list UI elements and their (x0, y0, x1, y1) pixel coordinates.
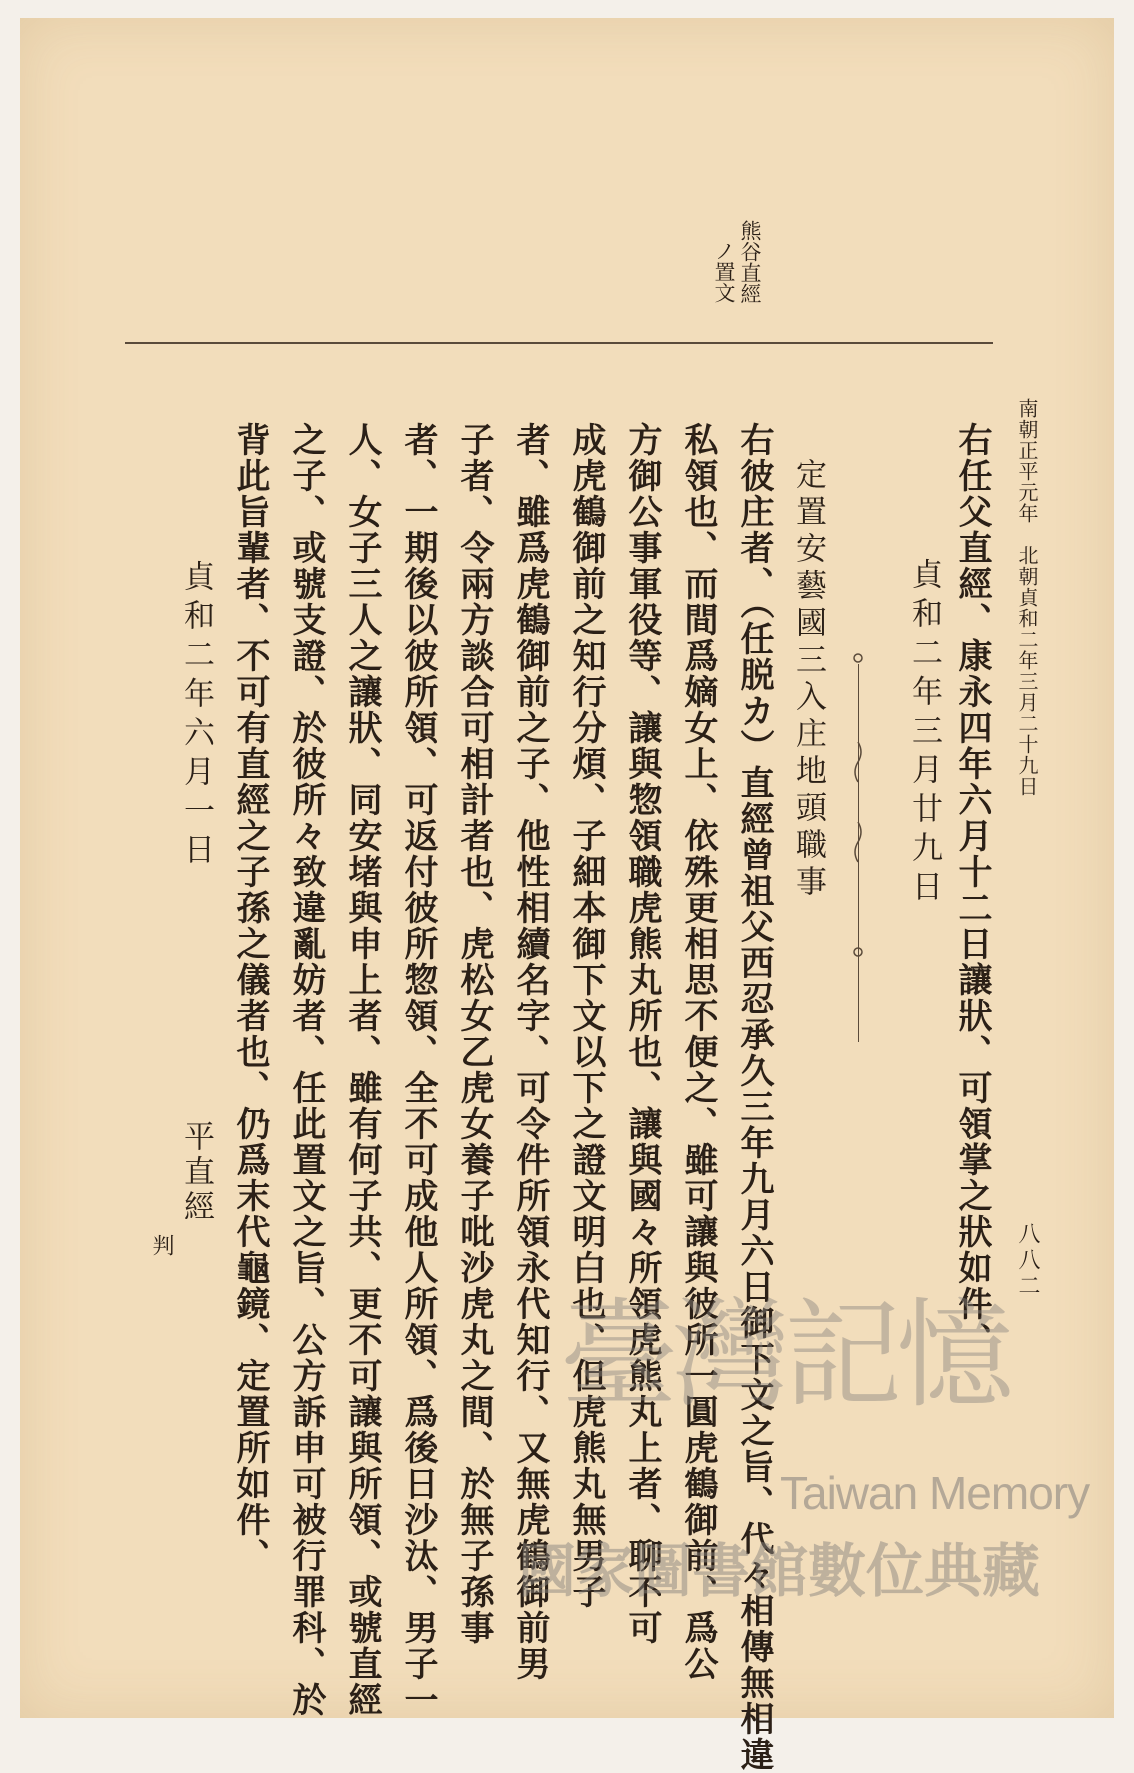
document2-line: 子者、令兩方談合可相計者也、虎松女乙虎女養子吡沙虎丸之間、於無子孫事 (454, 422, 494, 1646)
document2-line: 之子、或號支證、於彼所々致違亂妨者、任此置文之旨、公方訴申可被行罪科、於 (286, 422, 326, 1718)
watermark-english: Taiwan Memory (780, 1467, 1090, 1519)
document2-line: 成虎鶴御前之知行分煩、子細本御下文以下之證文明白也、但虎熊丸無男子 (566, 422, 606, 1610)
watermark-calligraphy: 臺灣記憶 (560, 1286, 1009, 1424)
document2-line: 者、一期後以彼所領、可返付彼所惣領、全不可成他人所領、爲後日沙汰、男子一 (398, 422, 438, 1718)
document2-heading: 定置安藝國三入庄地頭職事 (790, 458, 826, 902)
seal-note: 判 (149, 1234, 174, 1256)
document1-text: 右任父直經、康永四年六月十二日讓狀、可領掌之狀如件、 (952, 422, 992, 1358)
side-title-line1: 熊谷直經 (738, 220, 762, 304)
page-header: 南朝正平元年 北朝貞和二年三月二十九日 (1015, 398, 1039, 797)
document2-line: 右彼庄者、（任脱カ）直經曾祖父西忍承久三年九月六日御下文之旨、代々相傳無相違 (734, 422, 774, 1773)
watermark-chinese: 國家圖書館數位典藏 (518, 1539, 1041, 1604)
document2-signer: 平直經 (178, 1120, 214, 1225)
document2-line: 人、女子三人之讓狀、同安堵與申上者、雖有何子共、更不可讓與所領、或號直經 (342, 422, 382, 1718)
document2-line: 背此旨輩者、不可有直經之子孫之儀者也、仍爲末代龜鏡、定置所如件、 (230, 422, 270, 1574)
document2-line: 私領也、而間爲嫡女上、依殊更相思不便之、雖可讓與彼所一圓虎鶴御前、爲公 (678, 422, 718, 1682)
document1-date: 貞和二年三月廿九日 (906, 558, 942, 909)
header-divider (125, 342, 993, 344)
page-number: 八八二 (1015, 1222, 1040, 1300)
bracket-ornament (851, 652, 865, 1042)
document2-date: 貞和二年六月一日 (178, 560, 214, 872)
side-title-line2: ノ置文 (712, 240, 736, 303)
document2-line: 方御公事軍役等、讓與惣領職虎熊丸所也、讓與國々所領虎熊丸上者、聊不可 (622, 422, 662, 1646)
document2-line: 者、雖爲虎鶴御前之子、他性相續名字、可令件所領永代知行、又無虎鶴御前男 (510, 422, 550, 1682)
